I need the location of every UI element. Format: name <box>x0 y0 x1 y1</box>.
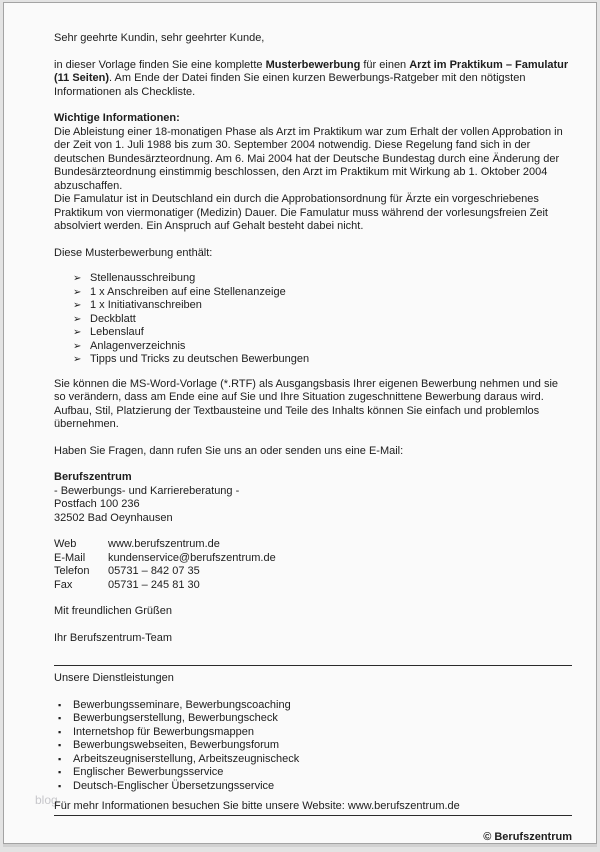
square-bullet-icon: ▪ <box>58 713 62 723</box>
intro-text-2: für einen <box>360 58 410 71</box>
arrow-bullet-icon: ➢ <box>73 300 82 311</box>
list-item <box>54 326 572 340</box>
arrow-bullet-icon: ➢ <box>73 354 82 365</box>
arrow-bullet-icon: ➢ <box>73 313 82 325</box>
list-item-label: Lebenslauf <box>90 326 144 338</box>
company-name: Berufszentrum <box>54 471 132 483</box>
important-information-paragraph-1: Die Ableistung einer 18-monatigen Phase als Arzt im Praktikum war zum Erhalt der vollen Approbation in der Zeit von 1. Juli 1988 bis zum 30. September 2004 notwendig. Diese Regelung fand sich in der deutschen Bundesärzteordnung. Am 6. Mai 2004 hat der Deutsche Bundestag durch eine Änderung der Bundesärzteordnung einstimmig beschlossen, den Arzt im Praktikum mit Wirkung ab 1. Oktober 2004 abzuschaffen. <box>54 125 563 192</box>
document-page <box>3 2 597 844</box>
closing-line: Mit freundlichen Grüßen <box>54 605 172 617</box>
company-address-block <box>54 471 572 525</box>
footer-note: Für mehr Informationen besuchen Sie bitte unsere Website: www.berufszentrum.de <box>54 800 572 816</box>
contact-row-web <box>54 538 572 552</box>
list-item-label: Bewerbungsseminare, Bewerbungscoaching <box>73 698 291 711</box>
intro-paragraph <box>54 59 572 100</box>
list-item <box>54 272 572 286</box>
document-content <box>4 3 596 844</box>
list-item <box>54 753 572 767</box>
list-item <box>54 699 572 713</box>
list-item-label: Stellenausschreibung <box>90 272 196 284</box>
intro-text-1: in dieser Vorlage finden Sie eine komplette <box>54 58 266 71</box>
list-item <box>54 340 572 354</box>
intro-bold-musterbewerbung: Musterbewerbung <box>265 58 361 71</box>
list-item <box>54 780 572 794</box>
contact-value-phone: 05731 – 842 07 35 <box>108 565 200 577</box>
list-item-label: Deckblatt <box>90 312 136 325</box>
square-bullet-icon: ▪ <box>58 740 62 750</box>
contact-label: Fax <box>54 578 73 591</box>
square-bullet-icon: ▪ <box>58 699 62 710</box>
services-list <box>54 699 572 794</box>
square-bullet-icon: ▪ <box>58 780 62 791</box>
contents-list <box>54 272 572 367</box>
questions-paragraph: Haben Sie Fragen, dann rufen Sie uns an oder senden uns eine E-Mail: <box>54 444 404 457</box>
list-item <box>54 739 572 753</box>
list-item <box>54 712 572 726</box>
signature-line: Ihr Berufszentrum-Team <box>54 631 172 644</box>
list-item-label: Anlagenverzeichnis <box>90 339 186 352</box>
square-bullet-icon: ▪ <box>58 767 62 777</box>
important-information-paragraph-2: Die Famulatur ist in Deutschland ein durch die Approbationsordnung für Ärzte ein vorgeschriebenes Praktikum von viermonatiger (Medizin) Dauer. Die Famulatur muss während der vorlesungsfreien Zeit absolviert werden. Ein Anspruch auf Gehalt besteht dabei nicht. <box>54 193 548 232</box>
list-item <box>54 766 572 780</box>
copyright-notice: © Berufszentrum <box>483 830 572 843</box>
list-item <box>54 299 572 313</box>
company-city: 32502 Bad Oeynhausen <box>54 511 173 524</box>
contact-label: Telefon <box>54 565 90 577</box>
intro-text-3: . Am Ende der Datei finden Sie einen kurzen Bewerbungs-Ratgeber mit den nötigsten Informationen als Checkliste. <box>54 72 526 98</box>
list-item <box>54 286 572 300</box>
list-item-label: Tipps und Tricks zu deutschen Bewerbungen <box>90 353 310 365</box>
square-bullet-icon: ▪ <box>58 753 62 764</box>
arrow-bullet-icon: ➢ <box>73 340 82 352</box>
list-item <box>54 726 572 740</box>
contact-value-fax: 05731 – 245 81 30 <box>108 578 200 591</box>
square-bullet-icon: ▪ <box>58 726 62 737</box>
arrow-bullet-icon: ➢ <box>73 273 82 284</box>
usage-paragraph: Sie können die MS-Word-Vorlage (*.RTF) als Ausgangsbasis Ihrer eigenen Bewerbung nehmen und sie so verändern, dass am Ende eine auf Sie und Ihre Situation zugeschnittene Bewerbung daraus wird. Aufbau, Stil, Platzierung der Textbausteine und Teile des Inhalts können Sie einfach und problemlos übernehmen. <box>54 377 559 430</box>
contact-row-fax <box>54 579 572 593</box>
important-information-section <box>54 112 572 234</box>
list-item-label: Bewerbungswebseiten, Bewerbungsforum <box>73 739 280 751</box>
contact-value-email: kundenservice@berufszentrum.de <box>108 551 276 564</box>
list-item-label: 1 x Anschreiben auf eine Stellenanzeige <box>90 285 286 298</box>
list-item <box>54 313 572 327</box>
greeting: Sehr geehrte Kundin, sehr geehrter Kunde, <box>54 32 265 44</box>
list-item <box>54 353 572 367</box>
contact-label: E-Mail <box>54 551 86 564</box>
arrow-bullet-icon: ➢ <box>73 327 82 338</box>
contact-value-website: www.berufszentrum.de <box>108 538 220 550</box>
list-item-label: Deutsch-Englischer Übersetzungsservice <box>73 779 275 792</box>
important-information-heading: Wichtige Informationen: <box>54 112 180 124</box>
list-item-label: 1 x Initiativanschreiben <box>90 299 202 311</box>
list-item-label: Bewerbungserstellung, Bewerbungscheck <box>73 712 278 724</box>
list-item-label: Englischer Bewerbungsservice <box>73 766 224 778</box>
company-subtitle: - Bewerbungs- und Karriereberatung - <box>54 484 240 497</box>
contents-intro: Diese Musterbewerbung enthält: <box>54 246 213 259</box>
services-heading: Unsere Dienstleistungen <box>54 672 174 684</box>
contact-row-email <box>54 552 572 566</box>
list-item-label: Arbeitszeugniserstellung, Arbeitszeugnischeck <box>73 752 300 765</box>
contact-label: Web <box>54 538 77 550</box>
arrow-bullet-icon: ➢ <box>73 286 82 298</box>
intro-bold-position: Arzt im Praktikum – Famulatur (11 Seiten) <box>54 58 569 84</box>
company-pobox: Postfach 100 236 <box>54 498 140 510</box>
services-divider <box>54 665 572 666</box>
watermark-text: blog <box>35 793 58 807</box>
contact-table <box>54 538 572 592</box>
contact-row-phone <box>54 565 572 579</box>
list-item-label: Internetshop für Bewerbungsmappen <box>73 725 255 738</box>
